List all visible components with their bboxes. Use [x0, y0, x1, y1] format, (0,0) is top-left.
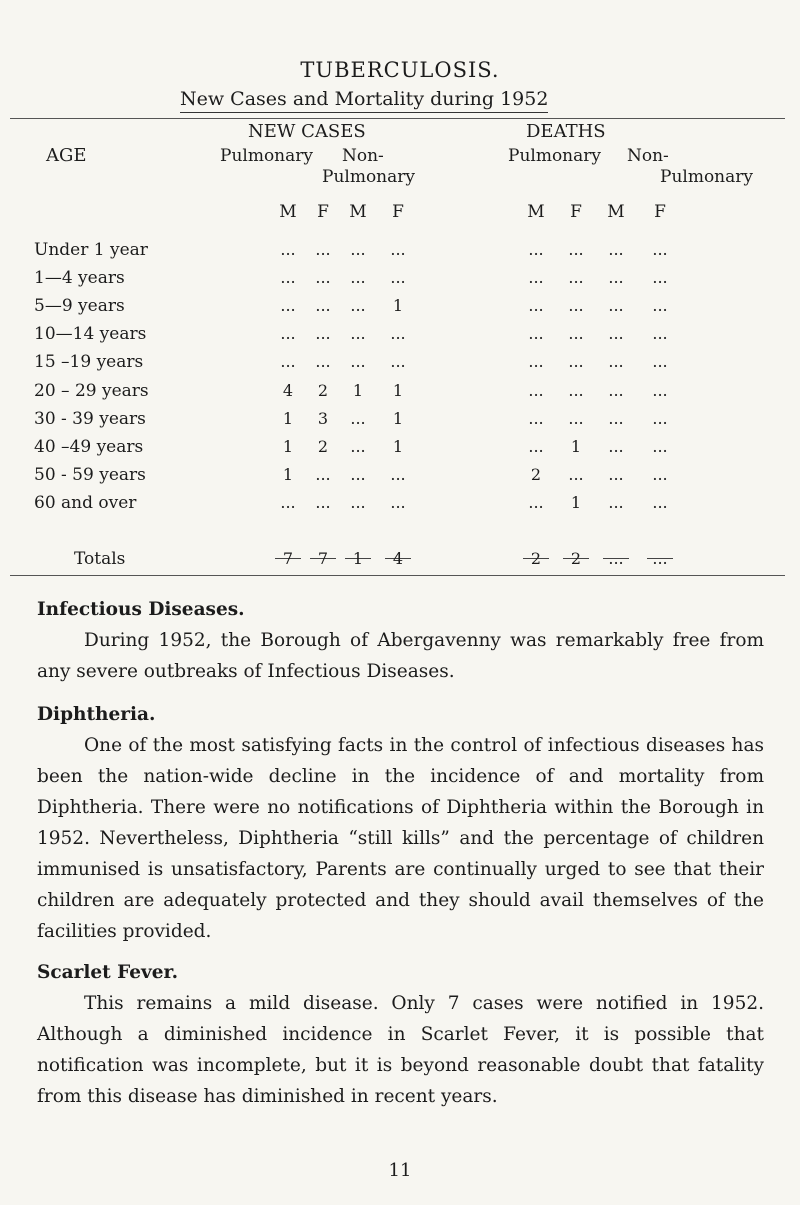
table-cell: 1	[282, 436, 294, 456]
totals-cell: 1	[352, 549, 364, 568]
table-cell: 1	[570, 492, 582, 512]
new-cases-non-pulmonary-header: Pulmonary	[322, 167, 415, 187]
table-cell: ...	[608, 380, 624, 400]
totals-cell: ...	[608, 549, 624, 568]
table-cell: ...	[608, 408, 624, 428]
table-cell: ...	[280, 240, 296, 259]
table-cell: ...	[568, 296, 584, 316]
table-cell: ...	[350, 408, 366, 428]
table-top-rule	[10, 118, 785, 119]
table-cell: 2	[530, 464, 542, 484]
table-cell: ...	[280, 492, 296, 512]
table-cell: ...	[528, 436, 544, 456]
table-cell: ...	[568, 352, 584, 372]
deaths-header: DEATHS	[526, 121, 606, 142]
sub-header-cell: M	[349, 202, 367, 222]
totals-cell: 2	[530, 549, 542, 568]
table-cell: ...	[528, 352, 544, 372]
table-cell: ...	[315, 352, 331, 372]
text-body	[37, 594, 764, 1112]
row-label: 10—14 years	[34, 324, 147, 345]
table-cell: 4	[282, 380, 294, 400]
table-cell: 1	[282, 408, 294, 428]
totals-label: Totals	[74, 549, 126, 569]
totals-cell: 7	[282, 549, 294, 568]
totals-cell: 2	[570, 549, 582, 568]
section-body-diphtheria: One of the most satisfying facts in the control of infectious diseases has been the nation-wide decline in the incidence of and mortality from Diphtheria. There were no notifications of Diphtheria within the Borough in 1952. Nevertheless, Diphtheria “still kills” and the percentage of children immunised is unsatisfactory, Parents are continually urged to see that their children are adequately protected and they should avail themselves of the facilities provided.	[37, 735, 764, 942]
table-cell: ...	[528, 268, 544, 288]
table-cell: ...	[608, 240, 624, 259]
table-cell: ...	[608, 436, 624, 456]
row-label: Under 1 year	[34, 240, 148, 260]
table-cell: ...	[390, 352, 406, 372]
sub-header-cell: M	[607, 202, 625, 222]
table-cell: ...	[350, 240, 366, 259]
table-cell: 1	[282, 464, 294, 484]
table-cell: ...	[280, 296, 296, 316]
table-cell: ...	[280, 324, 296, 344]
new-cases-header: NEW CASES	[248, 121, 366, 142]
table-cell: ...	[350, 352, 366, 372]
table-cell: ...	[315, 268, 331, 288]
table-cell: ...	[390, 240, 406, 259]
section-heading-scarlet-fever: Scarlet Fever.	[37, 962, 179, 983]
totals-cell: 4	[392, 549, 404, 568]
sub-header-cell: F	[570, 202, 582, 222]
table-cell: ...	[315, 464, 331, 484]
table-cell: ...	[528, 296, 544, 316]
table-cell: ...	[652, 492, 668, 512]
table-cell: ...	[390, 464, 406, 484]
table-cell: 1	[392, 296, 404, 316]
sub-header-cell: M	[279, 202, 297, 222]
table-cell: ...	[608, 464, 624, 484]
table-cell: ...	[652, 324, 668, 344]
table-cell: ...	[350, 464, 366, 484]
page-number: 11	[388, 1160, 412, 1181]
table-cell: 3	[317, 408, 329, 428]
section-body-scarlet-fever: This remains a mild disease. Only 7 cases were notified in 1952. Although a diminished incidence in Scarlet Fever, it is possible that notification was incomplete, but it is beyond reasonable doubt that fatality from this disease has diminished in recent years.	[37, 993, 764, 1107]
table-cell: ...	[608, 268, 624, 288]
table-cell: ...	[528, 380, 544, 400]
table-cell: ...	[528, 324, 544, 344]
table-bottom-rule	[10, 575, 785, 576]
table-cell: ...	[350, 324, 366, 344]
table-cell: ...	[568, 408, 584, 428]
page-subtitle: New Cases and Mortality during 1952	[180, 88, 548, 113]
table-cell: ...	[390, 268, 406, 288]
table-cell: ...	[280, 268, 296, 288]
table-cell: ...	[652, 240, 668, 259]
table-cell: ...	[350, 296, 366, 316]
new-cases-non-header: Non-	[342, 146, 384, 166]
table-cell: ...	[568, 240, 584, 259]
section-heading-diphtheria: Diphtheria.	[37, 704, 156, 725]
table-cell: 1	[570, 436, 582, 456]
deaths-non-header: Non-	[627, 146, 669, 166]
table-cell: 2	[317, 380, 329, 400]
sub-header-cell: M	[527, 202, 545, 222]
table-cell: ...	[608, 296, 624, 316]
table-cell: ...	[608, 492, 624, 512]
deaths-pulmonary-header: Pulmonary	[508, 146, 601, 166]
row-label: 15 –19 years	[34, 352, 144, 373]
table-cell: ...	[652, 380, 668, 400]
sub-header-cell: F	[392, 202, 404, 222]
table-cell: 1	[392, 380, 404, 400]
table-cell: ...	[568, 380, 584, 400]
table-cell: ...	[315, 324, 331, 344]
section-heading-infectious: Infectious Diseases.	[37, 599, 245, 620]
table-cell: ...	[528, 408, 544, 428]
deaths-non-pulmonary-header: Pulmonary	[660, 167, 753, 187]
table-cell: ...	[652, 268, 668, 288]
table-cell: ...	[390, 324, 406, 344]
table-cell: ...	[652, 296, 668, 316]
table-cell: ...	[652, 436, 668, 456]
row-label: 20 – 29 years	[34, 380, 149, 401]
table-cell: ...	[568, 324, 584, 344]
table-cell: ...	[280, 352, 296, 372]
table-cell: ...	[528, 240, 544, 259]
table-cell: ...	[528, 492, 544, 512]
table-cell: ...	[350, 268, 366, 288]
row-label: 60 and over	[34, 492, 137, 513]
table-cell: ...	[390, 492, 406, 512]
table-cell: 2	[317, 436, 329, 456]
row-label: 1—4 years	[34, 268, 125, 289]
table-cell: ...	[608, 324, 624, 344]
table-cell: ...	[652, 408, 668, 428]
table-cell: ...	[652, 464, 668, 484]
table-cell: ...	[652, 352, 668, 372]
section-body-infectious: During 1952, the Borough of Abergavenny was remarkably free from any severe outbreaks of Infectious Diseases.	[37, 630, 764, 682]
new-cases-pulmonary-header: Pulmonary	[220, 146, 313, 166]
table-cell: ...	[315, 240, 331, 259]
table-cell: ...	[568, 268, 584, 288]
age-header: AGE	[46, 145, 87, 166]
totals-cell: 7	[317, 549, 329, 568]
table-cell: ...	[315, 296, 331, 316]
page-title: TUBERCULOSIS.	[300, 58, 500, 82]
table-cell: ...	[608, 352, 624, 372]
row-label: 30 - 39 years	[34, 408, 146, 429]
table-cell: ...	[315, 492, 331, 512]
table-cell: ...	[350, 492, 366, 512]
table-cell: 1	[392, 436, 404, 456]
sub-header-cell: F	[317, 202, 329, 222]
totals-cell: ...	[652, 549, 668, 568]
table-cell: 1	[392, 408, 404, 428]
table-cell: 1	[352, 380, 364, 400]
table-cell: ...	[568, 464, 584, 484]
row-label: 5—9 years	[34, 296, 125, 317]
row-label: 40 –49 years	[34, 436, 144, 457]
row-label: 50 - 59 years	[34, 464, 146, 485]
table-cell: ...	[350, 436, 366, 456]
sub-header-cell: F	[654, 202, 666, 222]
